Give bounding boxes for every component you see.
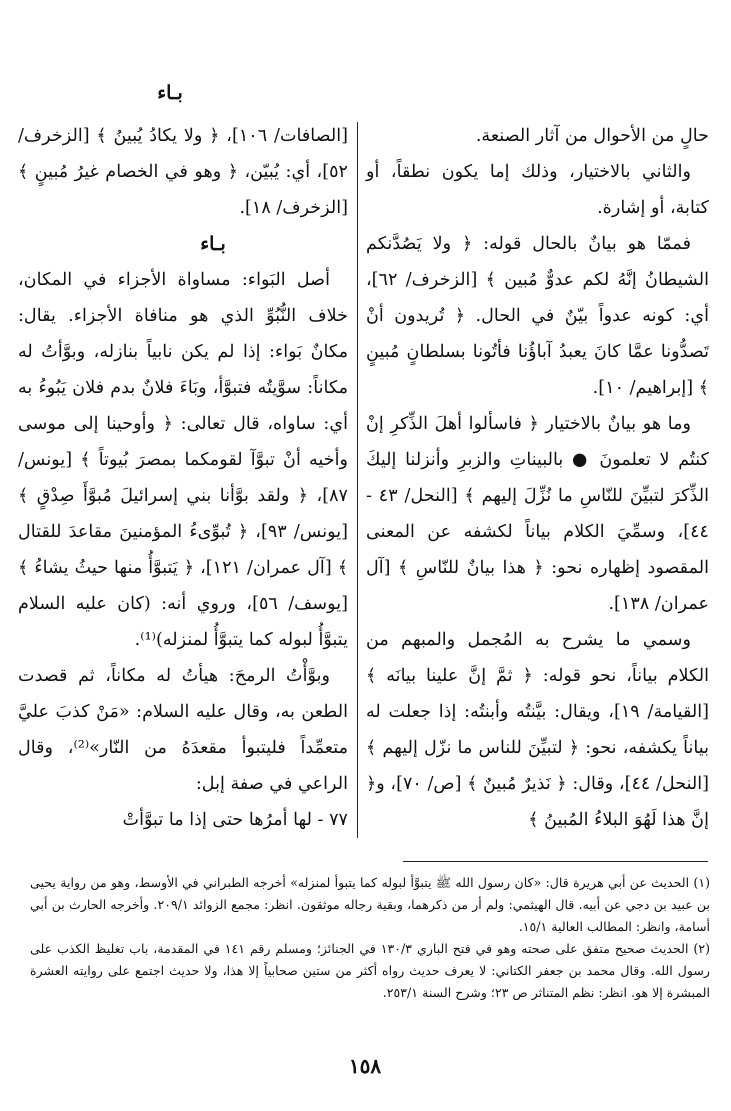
right-column (366, 118, 709, 838)
paragraph: والثاني بالاختيار، وذلك إما يكون نطقاً، أو كتابة، أو إشارة. (366, 162, 709, 218)
paragraph: وما هو بيانٌ بالاختيار ﴿ فاسألوا أهلَ الذِّكرِ إنْ كنتُم لا تعلمونَ ● بالبيناتِ والزبرِ وأنزلنا إليكَ الذِّكرَ لتبيِّنَ للنّاسِ ما نُزِّلَ إليهم ﴾ [النحل/ ٤٣ - ٤٤]، وسمِّيَ الكلام بياناً لكشفه عن المعنى المقصود إظهاره نحو: ﴿ هذا بيانٌ للنّاسِ ﴾ [آل عمران/ ١٣٨]. (366, 414, 709, 614)
left-column (18, 118, 348, 838)
paragraph: وسمي ما يشرح به المُجمل والمبهم من الكلام بياناً، نحو قوله: ﴿ ثمَّ إنَّ علينا بيانَه ﴾ [القيامة/ ١٩]، ويقال: بيَّنتُه وأبنتُه: إذا جعلت له بياناً يكشفه، نحو: ﴿ لتبيِّنَ للناس ما نزّل إليهم ﴾ [النحل/ ٤٤]، وقال: ﴿ نَذيرٌ مُبينٌ ﴾ [ص/ ٧٠]، و﴿ إنَّ هذا لَهُوَ البلاءُ المُبينُ ﴾ (366, 630, 709, 830)
paragraph: فممّا هو بيانٌ بالحال قوله: ﴿ ولا يَصُدَّنكم الشيطانُ إنَّهُ لكم عدوٌّ مُبين ﴾ [الزخرف/ ٦٢]، أي: كونه عدواً بيّنٌ في الحال. ﴿ تُريدون أنْ تَصدُّونا عمَّا كانَ يعبدُ آباؤُنا فأتُونا بسلطانٍ مُبينٍ ﴾ [إبراهيم/ ١٠]. (366, 234, 709, 398)
column-divider (357, 122, 358, 838)
page-number: ١٥٨ (348, 1054, 382, 1078)
running-head: بـاء (157, 82, 183, 104)
footnote: (٢) الحديث صحيح متفق على صحته وهو في فتح الباري ١٣٠/٣ في الجنائز؛ ومسلم رقم ١٤١ في المقدمة، باب تغليظ الكذب على رسول الله. وقال محمد بن جعفر الكتاني: لا يعرف حديث رواه أكثر من ستين صحابياً إلا هذا، ولا حديث اجتمع على روايته العشرة المبشرة إلا هو. انظر: نظم المتناثر ص ٢٣؛ وشرح السنة ٢٥٣/١. (30, 941, 710, 1000)
entry-heading: بـاء (200, 233, 226, 255)
footnote-separator (403, 861, 708, 862)
poetry-verse: ٧٧ - لها أمرُها حتى إذا ما تبوَّأتْ (122, 810, 348, 830)
footnotes (30, 872, 710, 1004)
paragraph: وبوَّأْتُ الرمحَ: هيأتُ له مكاناً، ثم قصدت الطعن به، وقال عليه السلام: «مَنْ كذبَ عليَّ متعمِّداً فليتبوأ مقعدَهُ من النّار»⁽²⁾، وقال الراعي في صفة إبل: (18, 666, 348, 794)
paragraph: حالٍ من الأحوال من آثار الصنعة. (475, 126, 709, 146)
paragraph: [الصافات/ ١٠٦]، ﴿ ولا يكادُ يُبينُ ﴾ [الزخرف/ ٥٢]، أي: يُبيّن، ﴿ وهو في الخصام غيرُ مُبينٍ ﴾ [الزخرف/ ١٨]. (18, 126, 349, 218)
paragraph: أصل البَواء: مساواة الأجزاء في المكان، خلاف النُّبُوِّ الذي هو منافاة الأجزاء. يقال: مكانٌ بَواء: إذا لم يكن نابياً بنازله، وبوَّأتُ له مكاناً: سوَّيتُه فتبوَّأ، وبَاءَ فلانٌ بدم فلان يَبُوءُ به أي: ساواه، قال تعالى: ﴿ وأوحينا إلى موسى وأخيه أنْ تبوَّآ لقومكما بمصرَ بُيوتاً ﴾ [يونس/ ٨٧]، ﴿ ولقد بوَّأنا بني إسرائيلَ مُبوَّأَ صِدْقٍ ﴾ [يونس/ ٩٣]، ﴿ تُبوِّىءُ المؤمنينَ مقاعدَ للقتال ﴾ [آل عمران/ ١٢١]، ﴿ يَتبوَّأُ منها حيثُ يشاءُ ﴾ [يوسف/ ٥٦]، وروي أنه: (كان عليه السلام يتبوَّأُ لبوله كما يتبوَّأُ لمنزله)⁽¹⁾. (18, 270, 348, 650)
footnote: (١) الحديث عن أبي هريرة قال: «كان رسول الله ﷺ يتبوَّأ لبوله كما يتبوأ لمنزله» أخرجه الطبراني في الأوسط، وهو من رواية يحيى بن عبيد بن دجي عن أبيه. قال الهيثمي: ولم أر من ذكرهما، وبقية رجاله موثقون. انظر: مجمع الزوائد ٢٠٩/١. وأخرجه الحارث بن أبي أسامة، وانظر: المطالب العالية ١٥/١. (30, 875, 710, 934)
